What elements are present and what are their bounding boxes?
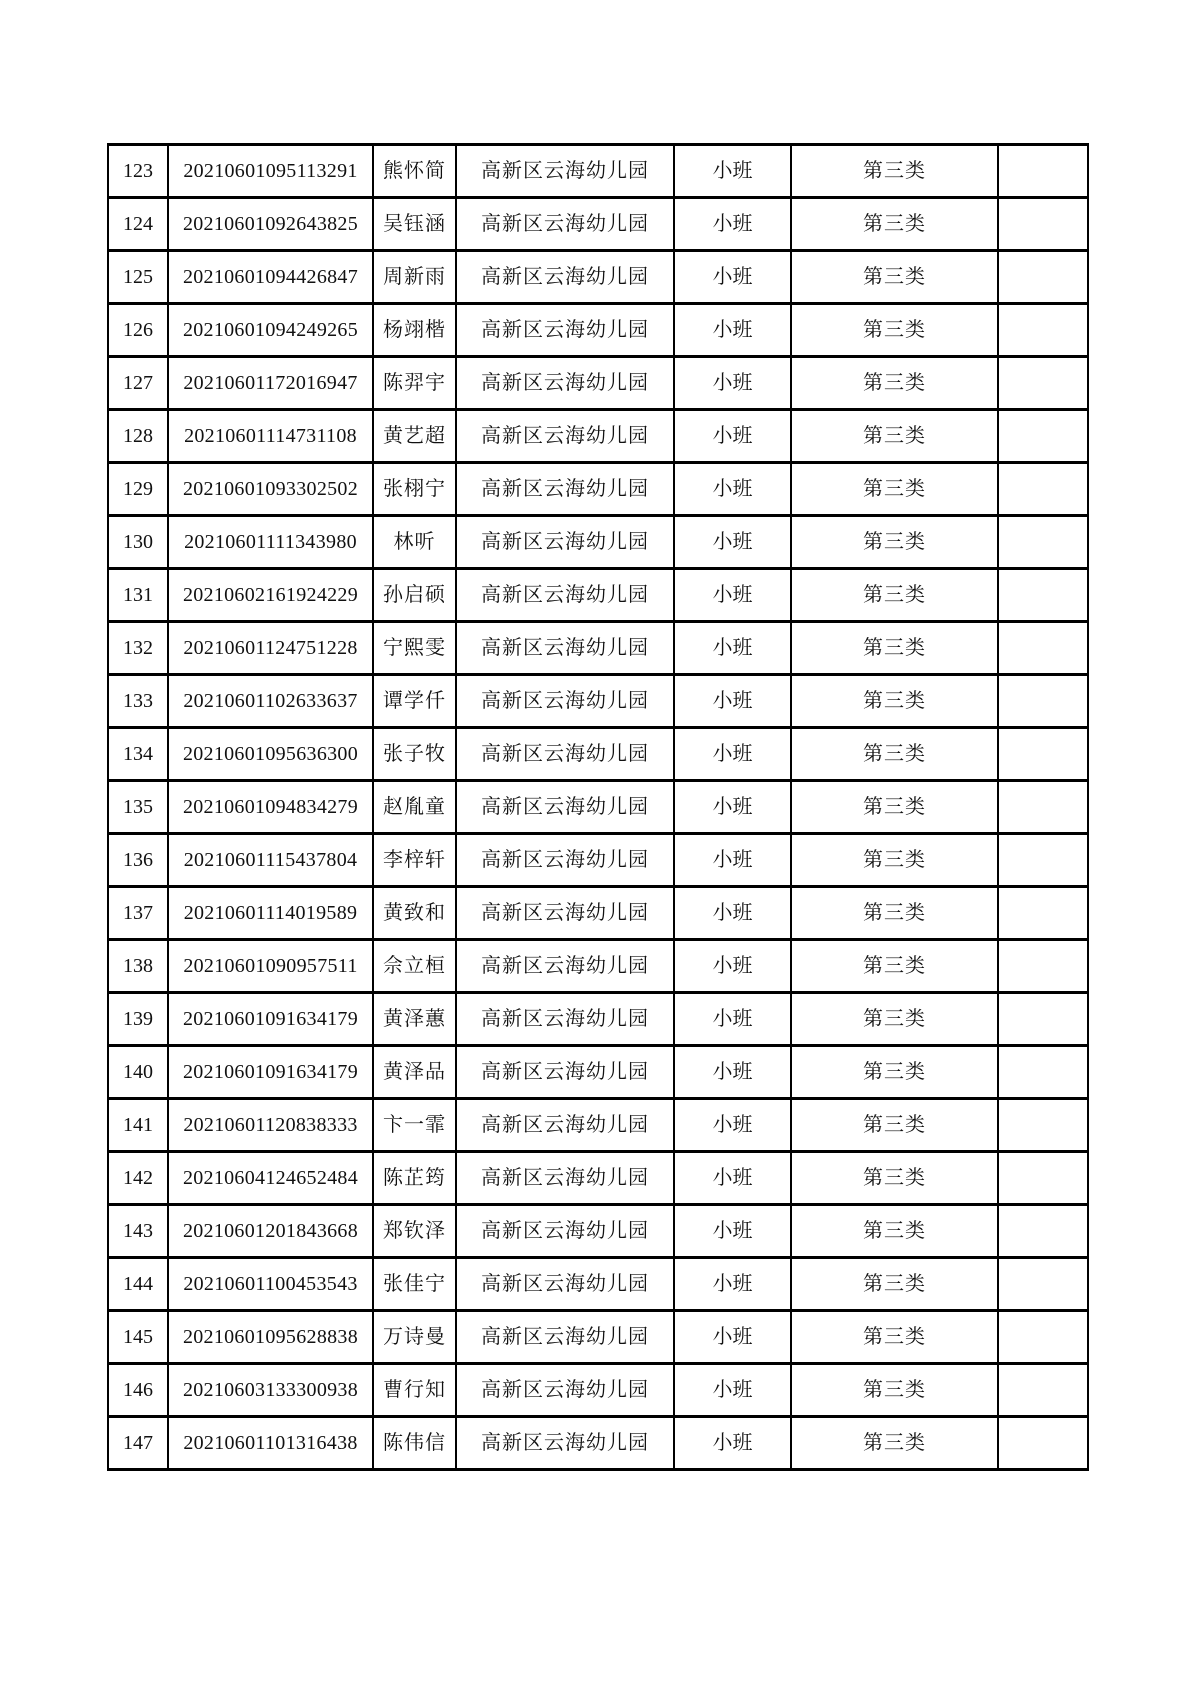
note-cell xyxy=(998,1046,1088,1099)
registration-id-cell: 20210601095113291 xyxy=(168,145,373,198)
row-number-cell: 131 xyxy=(108,569,168,622)
class-level-cell: 小班 xyxy=(674,1417,791,1470)
category-cell: 第三类 xyxy=(791,940,998,993)
kindergarten-cell: 高新区云海幼儿园 xyxy=(456,728,674,781)
class-level-cell: 小班 xyxy=(674,993,791,1046)
note-cell xyxy=(998,887,1088,940)
registration-id-cell: 20210601172016947 xyxy=(168,357,373,410)
table-row xyxy=(108,1205,1088,1258)
table-row xyxy=(108,887,1088,940)
row-number-cell: 134 xyxy=(108,728,168,781)
row-number-cell: 123 xyxy=(108,145,168,198)
student-name-cell: 熊怀简 xyxy=(373,145,456,198)
kindergarten-cell: 高新区云海幼儿园 xyxy=(456,781,674,834)
student-name-cell: 黄泽品 xyxy=(373,1046,456,1099)
row-number-cell: 126 xyxy=(108,304,168,357)
student-name-cell: 杨翊楷 xyxy=(373,304,456,357)
student-name-cell: 林听 xyxy=(373,516,456,569)
table-row xyxy=(108,251,1088,304)
kindergarten-cell: 高新区云海幼儿园 xyxy=(456,410,674,463)
table-row xyxy=(108,728,1088,781)
row-number-cell: 144 xyxy=(108,1258,168,1311)
registration-id-cell: 20210601120838333 xyxy=(168,1099,373,1152)
category-cell: 第三类 xyxy=(791,993,998,1046)
kindergarten-cell: 高新区云海幼儿园 xyxy=(456,675,674,728)
table-row xyxy=(108,304,1088,357)
note-cell xyxy=(998,516,1088,569)
category-cell: 第三类 xyxy=(791,622,998,675)
note-cell xyxy=(998,304,1088,357)
registration-id-cell: 20210601201843668 xyxy=(168,1205,373,1258)
class-level-cell: 小班 xyxy=(674,569,791,622)
table-row xyxy=(108,781,1088,834)
note-cell xyxy=(998,145,1088,198)
student-name-cell: 陈芷筠 xyxy=(373,1152,456,1205)
class-level-cell: 小班 xyxy=(674,1152,791,1205)
note-cell xyxy=(998,463,1088,516)
kindergarten-cell: 高新区云海幼儿园 xyxy=(456,1417,674,1470)
registration-id-cell: 20210601115437804 xyxy=(168,834,373,887)
class-level-cell: 小班 xyxy=(674,1258,791,1311)
registration-id-cell: 20210603133300938 xyxy=(168,1364,373,1417)
row-number-cell: 147 xyxy=(108,1417,168,1470)
student-name-cell: 卞一霏 xyxy=(373,1099,456,1152)
table-row xyxy=(108,1099,1088,1152)
registration-id-cell: 20210601091634179 xyxy=(168,993,373,1046)
kindergarten-cell: 高新区云海幼儿园 xyxy=(456,1152,674,1205)
kindergarten-cell: 高新区云海幼儿园 xyxy=(456,145,674,198)
note-cell xyxy=(998,410,1088,463)
kindergarten-cell: 高新区云海幼儿园 xyxy=(456,516,674,569)
table-row xyxy=(108,410,1088,463)
student-name-cell: 张佳宁 xyxy=(373,1258,456,1311)
kindergarten-cell: 高新区云海幼儿园 xyxy=(456,1364,674,1417)
category-cell: 第三类 xyxy=(791,1311,998,1364)
class-level-cell: 小班 xyxy=(674,1046,791,1099)
row-number-cell: 139 xyxy=(108,993,168,1046)
table-row xyxy=(108,940,1088,993)
table-row xyxy=(108,1152,1088,1205)
category-cell: 第三类 xyxy=(791,304,998,357)
kindergarten-cell: 高新区云海幼儿园 xyxy=(456,198,674,251)
category-cell: 第三类 xyxy=(791,516,998,569)
student-name-cell: 周新雨 xyxy=(373,251,456,304)
category-cell: 第三类 xyxy=(791,410,998,463)
student-name-cell: 陈羿宇 xyxy=(373,357,456,410)
class-level-cell: 小班 xyxy=(674,1311,791,1364)
category-cell: 第三类 xyxy=(791,887,998,940)
student-name-cell: 张栩宁 xyxy=(373,463,456,516)
kindergarten-cell: 高新区云海幼儿园 xyxy=(456,834,674,887)
category-cell: 第三类 xyxy=(791,463,998,516)
student-name-cell: 陈伟信 xyxy=(373,1417,456,1470)
note-cell xyxy=(998,1099,1088,1152)
category-cell: 第三类 xyxy=(791,781,998,834)
row-number-cell: 135 xyxy=(108,781,168,834)
student-name-cell: 曹行知 xyxy=(373,1364,456,1417)
registration-id-cell: 20210602161924229 xyxy=(168,569,373,622)
kindergarten-cell: 高新区云海幼儿园 xyxy=(456,569,674,622)
note-cell xyxy=(998,940,1088,993)
category-cell: 第三类 xyxy=(791,728,998,781)
registration-id-cell: 20210601094834279 xyxy=(168,781,373,834)
student-name-cell: 赵胤童 xyxy=(373,781,456,834)
note-cell xyxy=(998,357,1088,410)
table-row xyxy=(108,569,1088,622)
class-level-cell: 小班 xyxy=(674,304,791,357)
kindergarten-cell: 高新区云海幼儿园 xyxy=(456,1258,674,1311)
note-cell xyxy=(998,1364,1088,1417)
student-name-cell: 黄致和 xyxy=(373,887,456,940)
student-name-cell: 李梓轩 xyxy=(373,834,456,887)
class-level-cell: 小班 xyxy=(674,887,791,940)
class-level-cell: 小班 xyxy=(674,622,791,675)
kindergarten-cell: 高新区云海幼儿园 xyxy=(456,304,674,357)
kindergarten-cell: 高新区云海幼儿园 xyxy=(456,1046,674,1099)
kindergarten-cell: 高新区云海幼儿园 xyxy=(456,463,674,516)
category-cell: 第三类 xyxy=(791,1205,998,1258)
class-level-cell: 小班 xyxy=(674,728,791,781)
kindergarten-cell: 高新区云海幼儿园 xyxy=(456,622,674,675)
student-name-cell: 谭学仟 xyxy=(373,675,456,728)
category-cell: 第三类 xyxy=(791,834,998,887)
note-cell xyxy=(998,675,1088,728)
student-name-cell: 佘立桓 xyxy=(373,940,456,993)
row-number-cell: 128 xyxy=(108,410,168,463)
registration-id-cell: 20210601094249265 xyxy=(168,304,373,357)
registration-id-cell: 20210601124751228 xyxy=(168,622,373,675)
kindergarten-cell: 高新区云海幼儿园 xyxy=(456,993,674,1046)
note-cell xyxy=(998,728,1088,781)
row-number-cell: 129 xyxy=(108,463,168,516)
registration-id-cell: 20210601091634179 xyxy=(168,1046,373,1099)
row-number-cell: 145 xyxy=(108,1311,168,1364)
class-level-cell: 小班 xyxy=(674,675,791,728)
row-number-cell: 142 xyxy=(108,1152,168,1205)
registration-id-cell: 20210601095628838 xyxy=(168,1311,373,1364)
kindergarten-cell: 高新区云海幼儿园 xyxy=(456,1205,674,1258)
note-cell xyxy=(998,781,1088,834)
row-number-cell: 146 xyxy=(108,1364,168,1417)
row-number-cell: 130 xyxy=(108,516,168,569)
note-cell xyxy=(998,834,1088,887)
table-row xyxy=(108,1364,1088,1417)
roster-table-body xyxy=(108,145,1088,1470)
category-cell: 第三类 xyxy=(791,1417,998,1470)
student-name-cell: 郑钦泽 xyxy=(373,1205,456,1258)
student-name-cell: 黄泽蕙 xyxy=(373,993,456,1046)
registration-id-cell: 20210601100453543 xyxy=(168,1258,373,1311)
row-number-cell: 125 xyxy=(108,251,168,304)
table-row xyxy=(108,145,1088,198)
note-cell xyxy=(998,1205,1088,1258)
kindergarten-cell: 高新区云海幼儿园 xyxy=(456,940,674,993)
row-number-cell: 127 xyxy=(108,357,168,410)
class-level-cell: 小班 xyxy=(674,198,791,251)
note-cell xyxy=(998,1258,1088,1311)
table-row xyxy=(108,834,1088,887)
kindergarten-cell: 高新区云海幼儿园 xyxy=(456,357,674,410)
student-name-cell: 张子牧 xyxy=(373,728,456,781)
note-cell xyxy=(998,1417,1088,1470)
class-level-cell: 小班 xyxy=(674,1364,791,1417)
table-row xyxy=(108,1417,1088,1470)
registration-id-cell: 20210601111343980 xyxy=(168,516,373,569)
category-cell: 第三类 xyxy=(791,1258,998,1311)
class-level-cell: 小班 xyxy=(674,940,791,993)
table-row xyxy=(108,1258,1088,1311)
class-level-cell: 小班 xyxy=(674,251,791,304)
category-cell: 第三类 xyxy=(791,198,998,251)
class-level-cell: 小班 xyxy=(674,1205,791,1258)
row-number-cell: 143 xyxy=(108,1205,168,1258)
row-number-cell: 136 xyxy=(108,834,168,887)
row-number-cell: 141 xyxy=(108,1099,168,1152)
row-number-cell: 137 xyxy=(108,887,168,940)
kindergarten-cell: 高新区云海幼儿园 xyxy=(456,887,674,940)
category-cell: 第三类 xyxy=(791,251,998,304)
category-cell: 第三类 xyxy=(791,569,998,622)
class-level-cell: 小班 xyxy=(674,463,791,516)
registration-id-cell: 20210601092643825 xyxy=(168,198,373,251)
class-level-cell: 小班 xyxy=(674,516,791,569)
category-cell: 第三类 xyxy=(791,357,998,410)
registration-id-cell: 20210601101316438 xyxy=(168,1417,373,1470)
category-cell: 第三类 xyxy=(791,1046,998,1099)
registration-id-cell: 20210601090957511 xyxy=(168,940,373,993)
class-level-cell: 小班 xyxy=(674,834,791,887)
registration-id-cell: 20210601094426847 xyxy=(168,251,373,304)
row-number-cell: 138 xyxy=(108,940,168,993)
table-row xyxy=(108,516,1088,569)
note-cell xyxy=(998,622,1088,675)
student-name-cell: 万诗曼 xyxy=(373,1311,456,1364)
table-row xyxy=(108,463,1088,516)
note-cell xyxy=(998,993,1088,1046)
table-row xyxy=(108,198,1088,251)
class-level-cell: 小班 xyxy=(674,357,791,410)
student-name-cell: 孙启硕 xyxy=(373,569,456,622)
student-name-cell: 黄艺超 xyxy=(373,410,456,463)
registration-id-cell: 20210601095636300 xyxy=(168,728,373,781)
table-row xyxy=(108,1311,1088,1364)
row-number-cell: 133 xyxy=(108,675,168,728)
table-row xyxy=(108,622,1088,675)
kindergarten-cell: 高新区云海幼儿园 xyxy=(456,251,674,304)
table-row xyxy=(108,675,1088,728)
enrollment-roster-table xyxy=(107,143,1089,1471)
category-cell: 第三类 xyxy=(791,145,998,198)
row-number-cell: 132 xyxy=(108,622,168,675)
category-cell: 第三类 xyxy=(791,1099,998,1152)
category-cell: 第三类 xyxy=(791,1152,998,1205)
table-row xyxy=(108,1046,1088,1099)
kindergarten-cell: 高新区云海幼儿园 xyxy=(456,1311,674,1364)
note-cell xyxy=(998,1152,1088,1205)
table-row xyxy=(108,993,1088,1046)
note-cell xyxy=(998,569,1088,622)
class-level-cell: 小班 xyxy=(674,781,791,834)
class-level-cell: 小班 xyxy=(674,145,791,198)
class-level-cell: 小班 xyxy=(674,410,791,463)
category-cell: 第三类 xyxy=(791,1364,998,1417)
registration-id-cell: 20210601114731108 xyxy=(168,410,373,463)
registration-id-cell: 20210601114019589 xyxy=(168,887,373,940)
registration-id-cell: 20210604124652484 xyxy=(168,1152,373,1205)
registration-id-cell: 20210601102633637 xyxy=(168,675,373,728)
student-name-cell: 宁熙雯 xyxy=(373,622,456,675)
note-cell xyxy=(998,1311,1088,1364)
note-cell xyxy=(998,251,1088,304)
row-number-cell: 124 xyxy=(108,198,168,251)
row-number-cell: 140 xyxy=(108,1046,168,1099)
note-cell xyxy=(998,198,1088,251)
category-cell: 第三类 xyxy=(791,675,998,728)
class-level-cell: 小班 xyxy=(674,1099,791,1152)
registration-id-cell: 20210601093302502 xyxy=(168,463,373,516)
table-row xyxy=(108,357,1088,410)
kindergarten-cell: 高新区云海幼儿园 xyxy=(456,1099,674,1152)
student-name-cell: 吴钰涵 xyxy=(373,198,456,251)
